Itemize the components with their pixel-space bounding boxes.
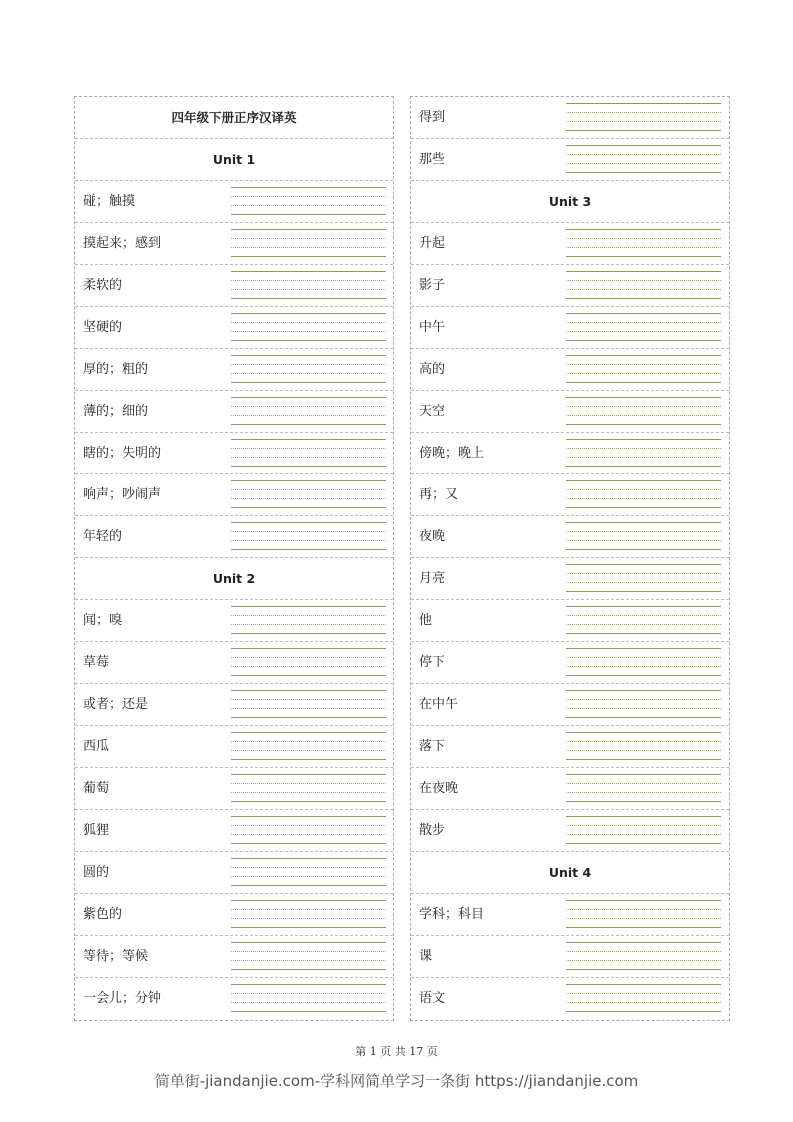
writing-line	[231, 825, 386, 826]
writing-line	[566, 951, 721, 952]
vocab-row	[411, 307, 729, 349]
writing-line	[231, 415, 386, 416]
writing-line	[566, 382, 721, 383]
writing-line	[231, 466, 386, 467]
vocab-prompt: 坚硬的	[83, 319, 123, 335]
writing-lines[interactable]	[566, 439, 721, 467]
writing-line	[566, 247, 721, 248]
writing-line	[231, 424, 386, 425]
writing-line	[231, 229, 386, 230]
writing-line	[566, 121, 721, 122]
writing-line	[566, 699, 721, 700]
vocab-prompt: 摸起来；感到	[83, 235, 162, 251]
vocab-row	[75, 726, 393, 768]
writing-line	[566, 942, 721, 943]
writing-line	[566, 573, 721, 574]
writing-line	[566, 522, 721, 523]
writing-line	[566, 238, 721, 239]
section-header: Unit 3	[411, 181, 729, 223]
vocab-row	[75, 433, 393, 475]
writing-line	[231, 540, 386, 541]
writing-line	[231, 717, 386, 718]
vocab-row	[75, 265, 393, 307]
writing-line	[231, 256, 386, 257]
vocab-prompt: 学科；科目	[419, 906, 485, 922]
section-header: 四年级下册正序汉译英	[75, 97, 393, 139]
vocab-prompt: 夜晚	[419, 529, 446, 545]
writing-lines[interactable]	[566, 774, 721, 802]
writing-line	[566, 648, 721, 649]
writing-line	[231, 984, 386, 985]
writing-line	[231, 549, 386, 550]
writing-line	[231, 247, 386, 248]
vocab-row	[75, 349, 393, 391]
writing-line	[231, 271, 386, 272]
writing-line	[231, 900, 386, 901]
writing-line	[566, 271, 721, 272]
writing-line	[231, 858, 386, 859]
writing-line	[231, 867, 386, 868]
writing-line	[566, 163, 721, 164]
writing-line	[231, 406, 386, 407]
vocab-row	[411, 810, 729, 852]
writing-line	[231, 666, 386, 667]
writing-line	[566, 732, 721, 733]
vocab-prompt: 响声；吵闹声	[83, 487, 162, 503]
vocab-prompt: 得到	[419, 110, 446, 125]
writing-line	[566, 448, 721, 449]
writing-lines[interactable]	[231, 271, 386, 299]
writing-line	[566, 457, 721, 458]
writing-line	[566, 657, 721, 658]
vocab-row	[411, 894, 729, 936]
vocab-prompt: 狐狸	[83, 822, 110, 838]
writing-line	[566, 340, 721, 341]
writing-lines[interactable]	[566, 942, 721, 970]
writing-line	[566, 1011, 721, 1012]
writing-line	[231, 355, 386, 356]
writing-line	[566, 549, 721, 550]
writing-lines[interactable]	[566, 900, 721, 928]
vocab-prompt: 中午	[419, 319, 446, 335]
vocab-prompt: 影子	[419, 277, 446, 293]
writing-line	[231, 507, 386, 508]
writing-line	[231, 322, 386, 323]
writing-line	[566, 801, 721, 802]
writing-line	[566, 591, 721, 592]
writing-lines[interactable]	[566, 606, 721, 634]
vocab-prompt: 在中午	[419, 697, 459, 713]
vocab-prompt: 月亮	[419, 571, 446, 587]
vocab-row	[75, 684, 393, 726]
vocab-row	[75, 307, 393, 349]
writing-lines[interactable]	[566, 397, 721, 425]
writing-line	[566, 774, 721, 775]
writing-line	[566, 145, 721, 146]
writing-line	[566, 355, 721, 356]
writing-line	[231, 927, 386, 928]
writing-line	[231, 657, 386, 658]
writing-lines[interactable]	[566, 732, 721, 760]
writing-lines[interactable]	[566, 690, 721, 718]
writing-line	[566, 927, 721, 928]
writing-line	[566, 229, 721, 230]
writing-line	[231, 196, 386, 197]
writing-line	[566, 624, 721, 625]
writing-lines[interactable]	[566, 816, 721, 844]
writing-line	[566, 816, 721, 817]
vocab-prompt: 薄的；细的	[83, 403, 149, 419]
writing-line	[566, 741, 721, 742]
writing-line	[566, 909, 721, 910]
writing-line	[231, 373, 386, 374]
vocab-row	[75, 391, 393, 433]
writing-line	[231, 187, 386, 188]
writing-line	[566, 750, 721, 751]
writing-line	[231, 298, 386, 299]
writing-line	[566, 424, 721, 425]
writing-line	[231, 205, 386, 206]
writing-line	[231, 313, 386, 314]
writing-line	[566, 256, 721, 257]
vocab-row	[411, 349, 729, 391]
writing-line	[566, 439, 721, 440]
writing-lines[interactable]	[566, 145, 721, 173]
section-header: Unit 4	[411, 852, 729, 894]
writing-line	[231, 909, 386, 910]
vocab-prompt: 闻；嗅	[83, 613, 123, 629]
writing-lines[interactable]	[231, 229, 386, 257]
writing-line	[566, 112, 721, 113]
writing-line	[231, 498, 386, 499]
vocab-row	[411, 936, 729, 978]
writing-line	[231, 699, 386, 700]
writing-line	[566, 397, 721, 398]
writing-line	[231, 531, 386, 532]
vocab-row	[411, 684, 729, 726]
right-column	[410, 96, 730, 1021]
writing-line	[231, 480, 386, 481]
writing-line	[231, 615, 386, 616]
vocab-row	[411, 978, 729, 1020]
writing-line	[231, 439, 386, 440]
writing-line	[231, 331, 386, 332]
writing-line	[566, 130, 721, 131]
writing-line	[231, 843, 386, 844]
vocab-prompt: 碰；触摸	[83, 193, 136, 209]
writing-line	[231, 759, 386, 760]
vocab-prompt: 等待；等候	[83, 948, 149, 964]
writing-lines[interactable]	[566, 271, 721, 299]
writing-line	[231, 876, 386, 877]
vocab-row	[75, 936, 393, 978]
vocab-prompt: 草莓	[83, 655, 110, 671]
vocab-row	[75, 516, 393, 558]
writing-line	[231, 708, 386, 709]
vocab-prompt: 年轻的	[83, 529, 123, 545]
writing-line	[566, 466, 721, 467]
writing-line	[231, 489, 386, 490]
writing-line	[566, 154, 721, 155]
writing-line	[566, 1002, 721, 1003]
vocab-row	[75, 600, 393, 642]
writing-line	[231, 834, 386, 835]
writing-line	[566, 289, 721, 290]
vocab-prompt: 葡萄	[83, 781, 110, 796]
writing-line	[566, 717, 721, 718]
writing-line	[566, 834, 721, 835]
writing-line	[231, 750, 386, 751]
writing-lines[interactable]	[231, 606, 386, 634]
writing-line	[566, 280, 721, 281]
vocab-row	[75, 810, 393, 852]
writing-lines[interactable]	[566, 355, 721, 383]
writing-line	[231, 448, 386, 449]
writing-line	[231, 774, 386, 775]
writing-line	[231, 606, 386, 607]
writing-line	[231, 1011, 386, 1012]
writing-line	[231, 993, 386, 994]
writing-line	[231, 951, 386, 952]
vocab-prompt: 散步	[419, 822, 446, 838]
writing-line	[231, 690, 386, 691]
writing-line	[566, 759, 721, 760]
vocab-row	[411, 558, 729, 600]
vocab-prompt: 再；又	[419, 487, 459, 503]
vocab-prompt: 在夜晚	[419, 781, 459, 796]
writing-line	[566, 298, 721, 299]
writing-line	[231, 918, 386, 919]
vocab-row	[411, 223, 729, 265]
writing-lines[interactable]	[231, 187, 386, 215]
writing-line	[566, 531, 721, 532]
section-header: Unit 2	[75, 558, 393, 600]
vocab-prompt: 或者；还是	[83, 697, 149, 713]
vocab-row	[75, 474, 393, 516]
vocab-prompt: 瞎的；失明的	[83, 445, 162, 461]
vocab-prompt: 柔软的	[83, 277, 123, 293]
writing-line	[566, 843, 721, 844]
vocab-prompt: 升起	[419, 235, 446, 251]
writing-line	[231, 741, 386, 742]
writing-lines[interactable]	[231, 732, 386, 760]
writing-line	[231, 885, 386, 886]
writing-lines[interactable]	[566, 984, 721, 1012]
writing-line	[566, 489, 721, 490]
writing-line	[231, 942, 386, 943]
writing-lines[interactable]	[231, 858, 386, 886]
writing-line	[231, 340, 386, 341]
vocab-row	[75, 852, 393, 894]
section-header: Unit 1	[75, 139, 393, 181]
writing-line	[566, 792, 721, 793]
writing-line	[566, 103, 721, 104]
vocab-prompt: 课	[419, 948, 433, 964]
vocab-row	[411, 139, 729, 181]
writing-lines[interactable]	[231, 522, 386, 550]
writing-line	[231, 214, 386, 215]
writing-line	[231, 238, 386, 239]
writing-lines[interactable]	[231, 984, 386, 1012]
writing-lines[interactable]	[231, 690, 386, 718]
writing-line	[566, 331, 721, 332]
vocab-row	[411, 391, 729, 433]
vocab-row	[411, 726, 729, 768]
writing-lines[interactable]	[231, 942, 386, 970]
writing-line	[231, 633, 386, 634]
writing-line	[231, 969, 386, 970]
writing-lines[interactable]	[231, 355, 386, 383]
writing-line	[231, 732, 386, 733]
writing-line	[566, 918, 721, 919]
writing-line	[231, 280, 386, 281]
vocab-row	[411, 265, 729, 307]
writing-line	[231, 397, 386, 398]
writing-line	[566, 564, 721, 565]
writing-line	[566, 540, 721, 541]
vocab-prompt: 西瓜	[83, 739, 110, 755]
writing-line	[566, 675, 721, 676]
writing-line	[566, 615, 721, 616]
writing-line	[566, 507, 721, 508]
writing-lines[interactable]	[231, 397, 386, 425]
footer-watermark: 简单街-jiandanjie.com-学科网简单学习一条街 https://jiandanjie.com	[154, 1072, 639, 1090]
writing-lines[interactable]	[231, 439, 386, 467]
writing-line	[231, 960, 386, 961]
writing-line	[566, 322, 721, 323]
vocab-prompt: 紫色的	[83, 906, 123, 922]
writing-line	[566, 993, 721, 994]
vocab-prompt: 高的	[419, 361, 446, 377]
vocab-row	[411, 433, 729, 475]
vocab-row	[411, 768, 729, 810]
writing-line	[566, 480, 721, 481]
vocab-prompt: 语文	[419, 990, 446, 1006]
writing-line	[566, 373, 721, 374]
vocab-row	[75, 978, 393, 1020]
vocab-row	[411, 474, 729, 516]
vocab-prompt: 那些	[419, 151, 446, 167]
writing-line	[566, 969, 721, 970]
writing-line	[231, 792, 386, 793]
writing-lines[interactable]	[566, 648, 721, 676]
writing-lines[interactable]	[231, 816, 386, 844]
vocab-row	[411, 600, 729, 642]
writing-line	[566, 783, 721, 784]
writing-lines[interactable]	[566, 564, 721, 592]
writing-line	[566, 606, 721, 607]
vocab-prompt: 傍晚；晚上	[419, 445, 485, 461]
vocab-prompt: 天空	[419, 403, 446, 419]
writing-line	[231, 624, 386, 625]
writing-line	[566, 364, 721, 365]
writing-line	[231, 364, 386, 365]
vocab-row	[75, 181, 393, 223]
writing-lines[interactable]	[231, 648, 386, 676]
writing-line	[566, 498, 721, 499]
writing-lines[interactable]	[566, 522, 721, 550]
vocab-row	[75, 642, 393, 684]
vocab-row	[75, 223, 393, 265]
writing-lines[interactable]	[231, 480, 386, 508]
writing-lines[interactable]	[566, 480, 721, 508]
writing-line	[566, 825, 721, 826]
writing-line	[231, 1002, 386, 1003]
writing-lines[interactable]	[231, 313, 386, 341]
writing-line	[231, 457, 386, 458]
writing-line	[566, 313, 721, 314]
vocab-prompt: 落下	[419, 739, 446, 755]
writing-line	[566, 172, 721, 173]
writing-line	[566, 900, 721, 901]
writing-line	[231, 675, 386, 676]
writing-line	[566, 690, 721, 691]
writing-line	[566, 984, 721, 985]
vocab-row	[75, 768, 393, 810]
page-number: 第 1 页 共 17 页	[355, 1045, 438, 1058]
vocab-row	[75, 894, 393, 936]
writing-lines[interactable]	[566, 229, 721, 257]
writing-lines[interactable]	[566, 313, 721, 341]
vocab-prompt: 停下	[419, 655, 446, 671]
vocab-prompt: 一会儿；分钟	[83, 990, 162, 1006]
writing-lines[interactable]	[566, 103, 721, 131]
vocab-row	[411, 642, 729, 684]
writing-line	[566, 666, 721, 667]
writing-line	[231, 382, 386, 383]
vocab-prompt: 圆的	[83, 864, 110, 880]
writing-line	[231, 783, 386, 784]
left-column	[74, 96, 394, 1021]
writing-line	[231, 289, 386, 290]
writing-line	[566, 582, 721, 583]
writing-lines[interactable]	[231, 774, 386, 802]
vocab-prompt: 他	[419, 613, 433, 629]
writing-line	[231, 648, 386, 649]
vocab-row	[411, 97, 729, 139]
vocab-row	[411, 516, 729, 558]
writing-line	[566, 960, 721, 961]
writing-lines[interactable]	[231, 900, 386, 928]
writing-line	[566, 415, 721, 416]
writing-line	[231, 816, 386, 817]
writing-line	[566, 708, 721, 709]
writing-line	[566, 633, 721, 634]
writing-line	[566, 406, 721, 407]
writing-line	[231, 801, 386, 802]
vocab-prompt: 厚的；粗的	[83, 361, 149, 377]
writing-line	[231, 522, 386, 523]
